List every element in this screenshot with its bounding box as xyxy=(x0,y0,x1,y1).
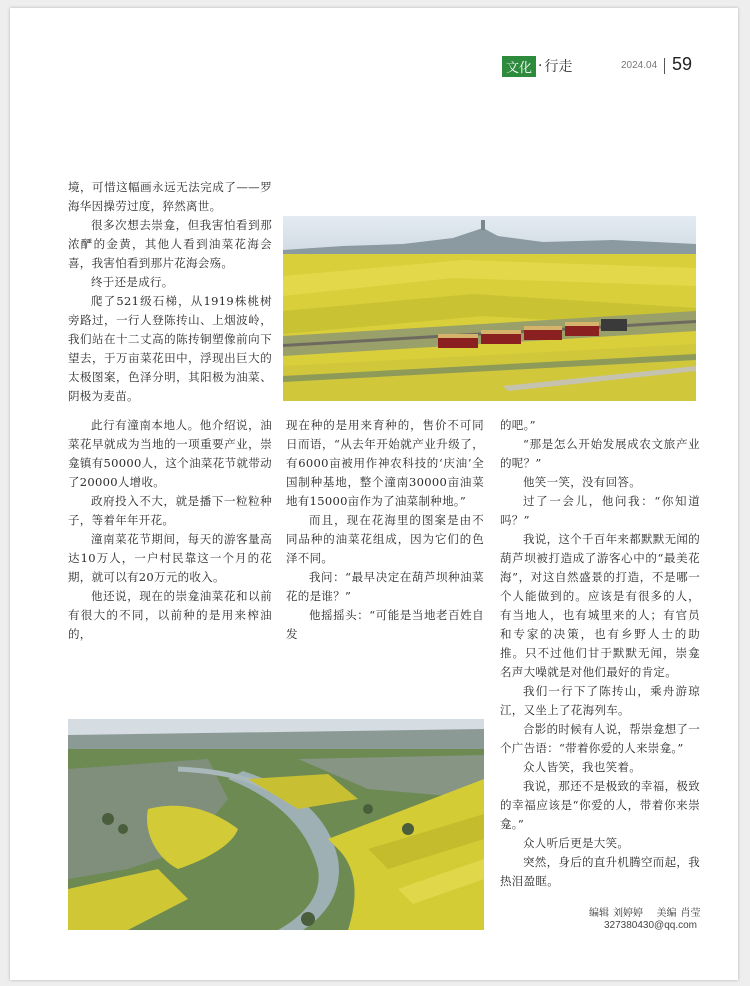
paragraph: 我问：“最早决定在葫芦坝种油菜花的是谁？” xyxy=(286,570,484,603)
magazine-page xyxy=(10,8,738,980)
article-column-1-lower xyxy=(68,416,272,644)
article-column-1-upper xyxy=(68,178,272,406)
train-photo-illustration xyxy=(283,216,696,401)
paragraph: 而且，现在花海里的图案是由不同品种的油菜花组成，因为它们的色泽不同。 xyxy=(286,513,484,565)
section-separator: · xyxy=(538,58,543,74)
paragraph: 的吧。” xyxy=(500,418,536,432)
photo-rapeseed-train xyxy=(283,216,696,401)
paragraph: 合影的时候有人说，帮崇龛想了一个广告语：“带着你爱的人来崇龛。” xyxy=(500,722,700,755)
section-tag: 文化 xyxy=(502,56,536,77)
paragraph: 我们一行下了陈抟山，乘舟游琼江，又坐上了花海列车。 xyxy=(500,684,700,717)
editor-name: 刘婷婷 xyxy=(613,908,643,919)
editor-label: 编辑 xyxy=(589,908,609,919)
paragraph: 潼南菜花节期间，每天的游客量高达10万人，一户村民靠这一个月的花期，就可以有20万元的收入。 xyxy=(68,532,272,584)
paragraph: 他笑一笑，没有回答。 xyxy=(523,475,641,489)
paragraph: 很多次想去崇龛，但我害怕看到那浓酽的金黄，其他人看到油菜花海会喜，我害怕看到那片花海会殇。 xyxy=(68,218,272,270)
section-header xyxy=(502,55,572,77)
paragraph: 终于还是成行。 xyxy=(91,275,174,289)
designer-name: 肖莹 xyxy=(680,908,701,919)
issue-date: 2024.04 xyxy=(621,60,658,71)
article-column-3 xyxy=(500,416,700,891)
contact-email: 327380430@qq.com xyxy=(604,920,697,931)
paragraph: 过了一会儿，他问我：“你知道吗？” xyxy=(500,494,700,527)
article-column-2 xyxy=(286,416,484,644)
photo-river-rapeseed-fields xyxy=(68,719,484,930)
paragraph: 他摇摇头：“可能是当地老百姓自发 xyxy=(286,608,484,641)
paragraph: 政府投入不大，就是播下一粒粒种子，等着年年开花。 xyxy=(68,494,272,527)
section-name: 行走 xyxy=(544,59,573,75)
paragraph: 我说，这个千百年来都默默无闻的葫芦坝被打造成了游客心中的“最美花海”，对这自然盛景的打造，不是哪一个人能做到的。应该是有很多的人，有当地人，也有城里来的人；有官员和专家的决策，也有乡野人士的助推。只不过他们甘于默默无闻，崇龛名声大噪就是对他们最好的肯定。 xyxy=(500,532,700,679)
designer-label: 美编 xyxy=(656,908,677,919)
paragraph: 他还说，现在的崇龛油菜花和以前有很大的不同，以前种的是用来榨油的， xyxy=(68,589,272,641)
paragraph: “那是怎么开始发展成农文旅产业的呢？” xyxy=(500,437,700,470)
credits xyxy=(589,904,705,919)
paragraph: 我说，那还不是极致的幸福，极致的幸福应该是“你爱的人，带着你来崇龛。” xyxy=(500,779,700,831)
paragraph: 突然，身后的直升机腾空而起，我热泪盈眶。 xyxy=(500,855,700,888)
paragraph: 众人皆笑，我也笑着。 xyxy=(523,760,641,774)
paragraph: 爬了521级石梯，从1919株桃树旁路过，一行人登陈抟山、上烟波岭，我们站在十二丈高的陈抟铜塑像前向下望去，于万亩菜花田中，浮现出巨大的太极图案，色泽分明，其阳极为油菜、阴极为麦苗。 xyxy=(68,294,272,403)
paragraph: 此行有潼南本地人。他介绍说，油菜花早就成为当地的一项重要产业，崇龛镇有50000人，这个油菜花节就带动了20000人增收。 xyxy=(68,418,272,489)
page-number: 59 xyxy=(672,54,693,74)
paragraph: 境，可惜这幅画永远无法完成了——罗海华因操劳过度，猝然离世。 xyxy=(68,180,272,213)
header-divider xyxy=(664,58,665,74)
paragraph: 众人听后更是大笑。 xyxy=(523,836,630,850)
river-photo-illustration xyxy=(68,719,484,930)
paragraph: 现在种的是用来育种的，售价不可同日而语，“从去年开始就产业升级了，有6000亩被用作神农科技的‘庆油’全国制种基地，整个潼南30000亩油菜地有15000亩作为了油菜制种地。” xyxy=(286,418,484,508)
